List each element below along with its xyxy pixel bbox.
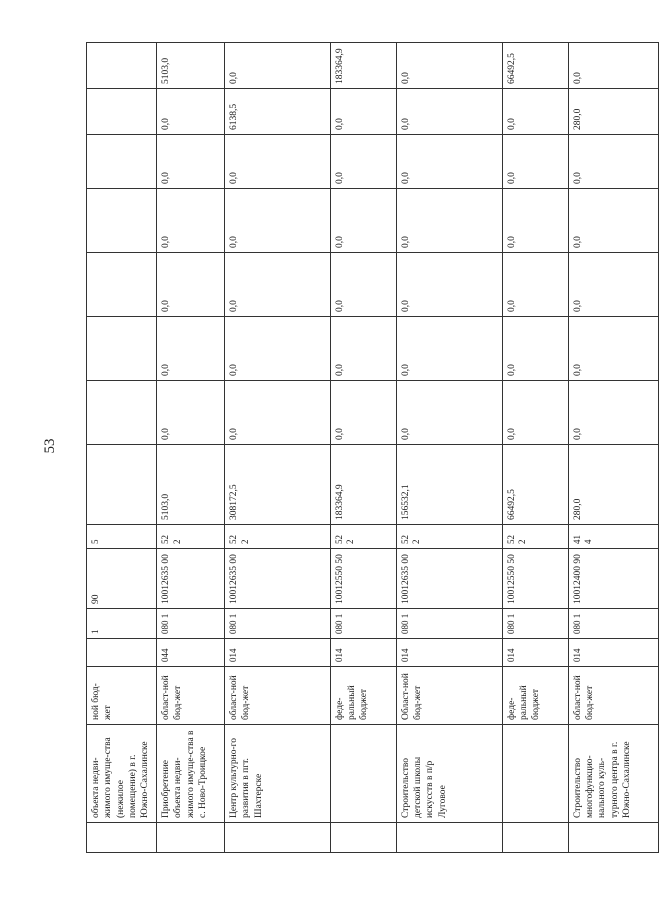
cell-v3: 0,0 [157, 253, 225, 317]
cell-v4 [87, 189, 157, 253]
cell-grbs: 014 [502, 639, 568, 667]
table-row [87, 43, 157, 853]
cell-rz: 080 1 [502, 609, 568, 639]
document-table-area [86, 43, 632, 853]
cell-v4: 0,0 [330, 189, 396, 253]
cell-grbs: 044 [157, 639, 225, 667]
cell-csr: 10012635 00 [396, 549, 502, 609]
cell-rz: 080 1 [225, 609, 331, 639]
cell-v1: 0,0 [330, 381, 396, 445]
cell-v6 [87, 89, 157, 135]
cell-v5: 0,0 [396, 135, 502, 189]
cell-vr: 52 2 [502, 525, 568, 549]
cell-total: 5103,0 [157, 445, 225, 525]
cell-grbs [87, 639, 157, 667]
cell-grbs: 014 [330, 639, 396, 667]
cell-csr: 10012550 50 [330, 549, 396, 609]
cell-v5: 0,0 [157, 135, 225, 189]
cell-v5 [87, 135, 157, 189]
table-row [568, 43, 658, 853]
cell-v5: 0,0 [502, 135, 568, 189]
cell-rz: 080 1 [330, 609, 396, 639]
cell-v2: 0,0 [157, 317, 225, 381]
cell-source: феде-ральный бюджет [502, 667, 568, 725]
cell-vr: 5 [87, 525, 157, 549]
table-row [396, 43, 502, 853]
cell-v4: 0,0 [157, 189, 225, 253]
cell-v3: 0,0 [502, 253, 568, 317]
cell-source: ной бюд-жет [87, 667, 157, 725]
row-number-cell [225, 823, 331, 853]
cell-v6: 0,0 [396, 89, 502, 135]
row-number-cell [87, 823, 157, 853]
cell-v6: 0,0 [157, 89, 225, 135]
cell-name [502, 725, 568, 823]
table-row [330, 43, 396, 853]
cell-source: феде-ральный бюджет [330, 667, 396, 725]
cell-vr: 52 2 [330, 525, 396, 549]
cell-v5: 0,0 [225, 135, 331, 189]
cell-name [330, 725, 396, 823]
cell-v3: 0,0 [396, 253, 502, 317]
cell-v2: 0,0 [502, 317, 568, 381]
page-number: 53 [41, 438, 58, 454]
cell-v1: 0,0 [568, 381, 658, 445]
table-row [502, 43, 568, 853]
cell-total [87, 445, 157, 525]
cell-rz: 1 [87, 609, 157, 639]
cell-v4: 0,0 [502, 189, 568, 253]
cell-source: област-ной бюд-жет [225, 667, 331, 725]
cell-rz: 080 1 [568, 609, 658, 639]
cell-csr: 10012635 00 [225, 549, 331, 609]
cell-csr: 10012635 00 [157, 549, 225, 609]
cell-source: област-ной бюд-жет [568, 667, 658, 725]
cell-v2: 0,0 [568, 317, 658, 381]
table-row [225, 43, 331, 853]
cell-v1: 0,0 [157, 381, 225, 445]
cell-total: 280,0 [568, 445, 658, 525]
cell-grbs: 014 [396, 639, 502, 667]
cell-v6: 0,0 [330, 89, 396, 135]
cell-v7: 0,0 [568, 43, 658, 89]
cell-vr: 41 4 [568, 525, 658, 549]
cell-source: Област-ной бюд-жет [396, 667, 502, 725]
cell-v6: 0,0 [502, 89, 568, 135]
cell-v7: 183364,9 [330, 43, 396, 89]
cell-total: 183364,9 [330, 445, 396, 525]
cell-v3 [87, 253, 157, 317]
cell-v5: 0,0 [568, 135, 658, 189]
cell-name: Центр культурно-го развития в пгт. Шахтерске [225, 725, 331, 823]
cell-total: 308172,5 [225, 445, 331, 525]
cell-name: Приобретение объекта недви-жимого имуще-ства в с. Ново-Троицкое [157, 725, 225, 823]
row-number-cell [568, 823, 658, 853]
cell-v4: 0,0 [225, 189, 331, 253]
cell-v4: 0,0 [396, 189, 502, 253]
cell-csr: 90 [87, 549, 157, 609]
cell-v2 [87, 317, 157, 381]
cell-v2: 0,0 [396, 317, 502, 381]
cell-total: 66492,5 [502, 445, 568, 525]
table-row [157, 43, 225, 853]
cell-grbs: 014 [225, 639, 331, 667]
cell-vr: 52 2 [396, 525, 502, 549]
cell-v7: 66492,5 [502, 43, 568, 89]
cell-v1: 0,0 [396, 381, 502, 445]
cell-name: Строительство многофункцио-нального куль-турного центра в г. Южно-Сахалинске [568, 725, 658, 823]
cell-name: Строительство детской школы искусств в п/р Луговое [396, 725, 502, 823]
row-number-cell [502, 823, 568, 853]
cell-csr: 10012400 90 [568, 549, 658, 609]
cell-grbs: 014 [568, 639, 658, 667]
cell-v2: 0,0 [330, 317, 396, 381]
cell-csr: 10012550 50 [502, 549, 568, 609]
cell-v7 [87, 43, 157, 89]
cell-v3: 0,0 [225, 253, 331, 317]
cell-rz: 080 1 [396, 609, 502, 639]
cell-source: област-ной бюд-жет [157, 667, 225, 725]
cell-v1: 0,0 [502, 381, 568, 445]
cell-vr: 52 2 [157, 525, 225, 549]
cell-v6: 280,0 [568, 89, 658, 135]
cell-v1 [87, 381, 157, 445]
cell-v3: 0,0 [330, 253, 396, 317]
cell-v1: 0,0 [225, 381, 331, 445]
cell-v7: 0,0 [225, 43, 331, 89]
cell-v4: 0,0 [568, 189, 658, 253]
cell-total: 156532,1 [396, 445, 502, 525]
cell-v2: 0,0 [225, 317, 331, 381]
cell-v7: 0,0 [396, 43, 502, 89]
cell-v7: 5103,0 [157, 43, 225, 89]
row-number-cell [396, 823, 502, 853]
cell-vr: 52 2 [225, 525, 331, 549]
cell-v6: 6138,5 [225, 89, 331, 135]
budget-table [86, 42, 659, 853]
rotated-table-container [86, 43, 632, 853]
row-number-cell [330, 823, 396, 853]
cell-name: объекта недви-жимого имуще-ства (нежилое помещение) в г. Южно-Сахалинске [87, 725, 157, 823]
row-number-cell [157, 823, 225, 853]
cell-v3: 0,0 [568, 253, 658, 317]
cell-rz: 080 1 [157, 609, 225, 639]
cell-v5: 0,0 [330, 135, 396, 189]
